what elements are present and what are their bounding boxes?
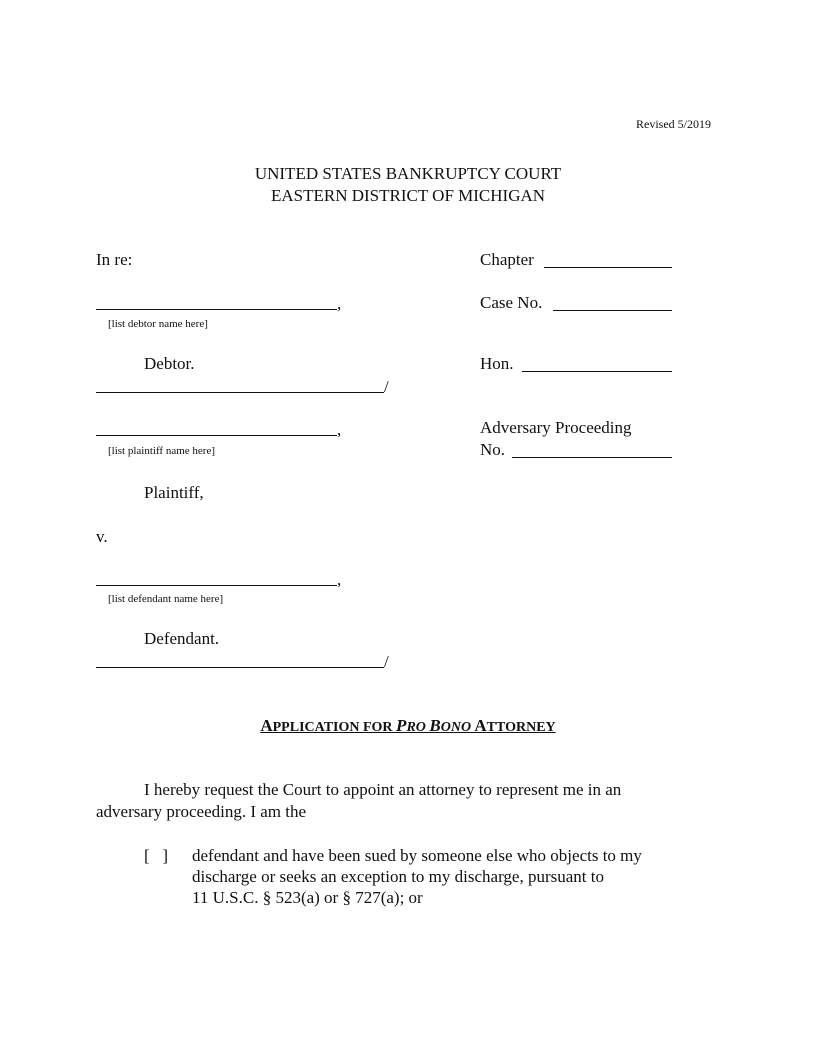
defendant-option-checkbox[interactable]: [ ] xyxy=(144,846,169,865)
plaintiff-name-hint: [list plaintiff name here] xyxy=(108,445,216,457)
plaintiff-name-line[interactable] xyxy=(96,435,337,436)
court-name: UNITED STATES BANKRUPTCY COURT xyxy=(254,164,562,183)
debtor-close-line xyxy=(96,392,384,393)
case-no-label: Case No. xyxy=(480,293,543,312)
revised-date: Revised 5/2019 xyxy=(636,117,711,131)
document-title: APPLICATION FOR PRO BONO ATTORNEY xyxy=(260,716,556,735)
hon-label: Hon. xyxy=(480,354,514,373)
defendant-comma: , xyxy=(337,570,342,589)
plaintiff-comma: , xyxy=(337,420,342,439)
versus-label: v. xyxy=(96,527,108,546)
adversary-no-label: No. xyxy=(480,440,506,459)
plaintiff-label: Plaintiff, xyxy=(144,483,204,502)
defendant-slash: / xyxy=(384,652,389,671)
defendant-name-hint: [list defendant name here] xyxy=(108,593,224,605)
debtor-name-line[interactable] xyxy=(96,309,337,310)
option1-line-1: defendant and have been sued by someone else who objects to my xyxy=(192,846,642,865)
debtor-label: Debtor. xyxy=(144,354,195,373)
case-no-field[interactable] xyxy=(553,310,672,311)
debtor-comma: , xyxy=(337,294,342,313)
intro-line-1: I hereby request the Court to appoint an attorney to represent me in an xyxy=(144,780,622,799)
defendant-label: Defendant. xyxy=(144,629,220,648)
debtor-name-hint: [list debtor name here] xyxy=(108,318,208,330)
defendant-name-line[interactable] xyxy=(96,585,337,586)
hon-field[interactable] xyxy=(522,371,672,372)
adversary-label: Adversary Proceeding xyxy=(480,418,632,437)
court-district: EASTERN DISTRICT OF MICHIGAN xyxy=(270,186,546,205)
option1-line-3: 11 U.S.C. § 523(a) or § 727(a); or xyxy=(192,888,423,907)
defendant-close-line xyxy=(96,667,384,668)
intro-line-2: adversary proceeding. I am the xyxy=(96,802,307,821)
in-re-label: In re: xyxy=(96,250,133,269)
option1-line-2: discharge or seeks an exception to my discharge, pursuant to xyxy=(192,867,604,886)
chapter-label: Chapter xyxy=(480,250,534,269)
debtor-slash: / xyxy=(384,377,389,396)
adversary-no-field[interactable] xyxy=(512,457,672,458)
chapter-field[interactable] xyxy=(544,267,672,268)
